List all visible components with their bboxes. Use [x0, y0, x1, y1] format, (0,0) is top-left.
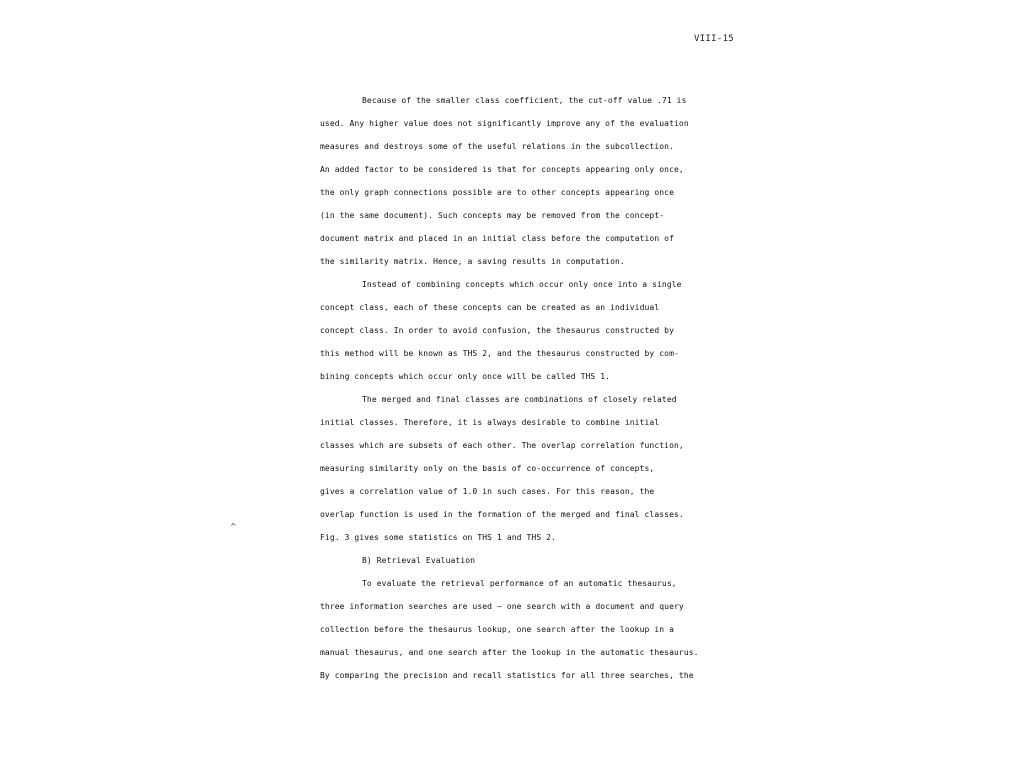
paragraph	[320, 576, 740, 691]
body-text	[320, 93, 740, 691]
text-line: measuring similarity only on the basis of co-occurrence of concepts,	[320, 464, 655, 473]
text-line: overlap function is used in the formation of the merged and final classes.	[320, 510, 684, 519]
paragraph	[320, 392, 740, 553]
text-line: the only graph connections possible are to other concepts appearing once	[320, 188, 674, 197]
paragraph	[320, 277, 740, 392]
text-line: An added factor to be considered is that for concepts appearing only once,	[320, 165, 684, 174]
text-line: By comparing the precision and recall statistics for all three searches, the	[320, 671, 694, 680]
margin-mark: ^	[230, 522, 237, 531]
paragraph	[320, 93, 740, 277]
text-line: To evaluate the retrieval performance of an automatic thesaurus,	[362, 579, 677, 588]
text-line: (in the same document). Such concepts may be removed from the concept-	[320, 211, 665, 220]
text-line: the similarity matrix. Hence, a saving results in computation.	[320, 257, 625, 266]
page-number: VIII-15	[694, 34, 735, 44]
text-line: Because of the smaller class coefficient, the cut-off value .71 is	[362, 96, 687, 105]
text-line: bining concepts which occur only once will be called THS 1.	[320, 372, 611, 381]
text-line: used. Any higher value does not significantly improve any of the evaluation	[320, 119, 689, 128]
text-line: measures and destroys some of the useful relations in the subcollection.	[320, 142, 674, 151]
text-line: initial classes. Therefore, it is always desirable to combine initial	[320, 418, 660, 427]
text-line: collection before the thesaurus lookup, one search after the lookup in a	[320, 625, 674, 634]
text-line: this method will be known as THS 2, and the thesaurus constructed by com-	[320, 349, 679, 358]
text-line: Fig. 3 gives some statistics on THS 1 and THS 2.	[320, 533, 556, 542]
text-line: three information searches are used — one search with a document and query	[320, 602, 684, 611]
text-line: concept class. In order to avoid confusion, the thesaurus constructed by	[320, 326, 674, 335]
text-line: gives a correlation value of 1.0 in such cases. For this reason, the	[320, 487, 655, 496]
text-line: document matrix and placed in an initial class before the computation of	[320, 234, 674, 243]
text-line: classes which are subsets of each other. The overlap correlation function,	[320, 441, 684, 450]
text-line: manual thesaurus, and one search after the lookup in the automatic thesaurus.	[320, 648, 699, 657]
text-line: Instead of combining concepts which occur only once into a single	[362, 280, 682, 289]
section-heading: B) Retrieval Evaluation	[362, 556, 476, 565]
text-line: The merged and final classes are combinations of closely related	[362, 395, 677, 404]
text-line: concept class, each of these concepts can be created as an individual	[320, 303, 660, 312]
